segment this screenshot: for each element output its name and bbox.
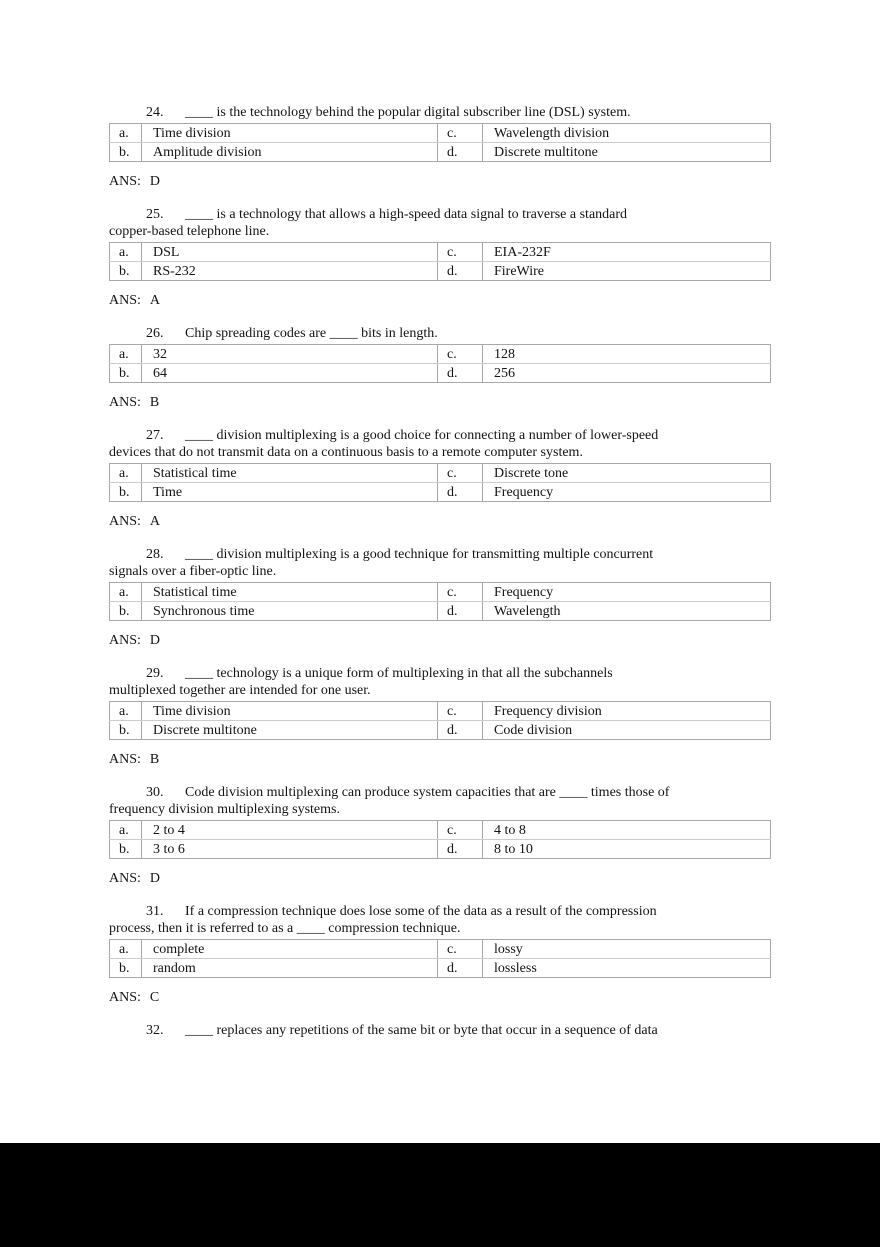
option-letter-a: a.	[110, 702, 142, 721]
question-text	[109, 1022, 771, 1039]
option-letter-b: b.	[110, 721, 142, 740]
answer-label: ANS:	[109, 871, 141, 886]
option-letter-c: c.	[438, 702, 483, 721]
option-letter-b: b.	[110, 262, 142, 281]
answer-label: ANS:	[109, 752, 141, 767]
option-letter-c: c.	[438, 940, 483, 959]
options-table	[109, 701, 771, 740]
option-text-a: Statistical time	[142, 583, 438, 602]
question-block	[109, 104, 771, 190]
question-block	[109, 546, 771, 649]
options-table	[109, 123, 771, 162]
option-text-c: Frequency	[483, 583, 771, 602]
option-letter-b: b.	[110, 602, 142, 621]
option-text-c: Frequency division	[483, 702, 771, 721]
options-row	[110, 821, 771, 840]
option-letter-a: a.	[110, 345, 142, 364]
option-letter-b: b.	[110, 959, 142, 978]
question-text	[109, 546, 771, 580]
question-number: 30.	[146, 785, 164, 800]
answer-value: A	[149, 514, 161, 529]
question-number: 32.	[146, 1023, 164, 1038]
option-letter-c: c.	[438, 345, 483, 364]
option-letter-d: d.	[438, 483, 483, 502]
answer-label: ANS:	[109, 395, 141, 410]
options-row	[110, 262, 771, 281]
option-letter-d: d.	[438, 364, 483, 383]
option-text-d: Discrete multitone	[483, 143, 771, 162]
question-number: 27.	[146, 428, 164, 443]
answer-line	[109, 751, 771, 768]
option-text-d: 256	[483, 364, 771, 383]
option-text-d: Frequency	[483, 483, 771, 502]
option-letter-b: b.	[110, 143, 142, 162]
question-number: 28.	[146, 547, 164, 562]
questions-container	[109, 104, 771, 1039]
question-number: 25.	[146, 207, 164, 222]
answer-label: ANS:	[109, 293, 141, 308]
option-text-a: complete	[142, 940, 438, 959]
question-body: ____ replaces any repetitions of the same bit or byte that occur in a sequence of data	[185, 1023, 658, 1038]
answer-label: ANS:	[109, 514, 141, 529]
answer-value: A	[149, 293, 161, 308]
option-text-b: 3 to 6	[142, 840, 438, 859]
option-letter-c: c.	[438, 583, 483, 602]
option-text-b: Synchronous time	[142, 602, 438, 621]
question-text	[109, 903, 771, 937]
question-text	[109, 784, 771, 818]
option-text-d: lossless	[483, 959, 771, 978]
option-letter-b: b.	[110, 840, 142, 859]
answer-value: D	[149, 174, 161, 189]
question-block	[109, 665, 771, 768]
option-text-b: Discrete multitone	[142, 721, 438, 740]
option-text-c: EIA-232F	[483, 243, 771, 262]
answer-label: ANS:	[109, 174, 141, 189]
option-text-c: Wavelength division	[483, 124, 771, 143]
options-row	[110, 364, 771, 383]
question-number: 29.	[146, 666, 164, 681]
answer-value: B	[149, 752, 160, 767]
question-number: 24.	[146, 105, 164, 120]
option-letter-d: d.	[438, 959, 483, 978]
question-text	[109, 325, 771, 342]
answer-line	[109, 173, 771, 190]
question-number: 31.	[146, 904, 164, 919]
option-letter-a: a.	[110, 821, 142, 840]
options-row	[110, 143, 771, 162]
answer-line	[109, 989, 771, 1006]
question-body: If a compression technique does lose some of the data as a result of the compression process, then it is referred to as a ____ compression technique.	[109, 904, 657, 936]
question-text	[109, 427, 771, 461]
option-text-a: 32	[142, 345, 438, 364]
option-text-d: FireWire	[483, 262, 771, 281]
option-letter-d: d.	[438, 602, 483, 621]
answer-line	[109, 394, 771, 411]
question-text	[109, 665, 771, 699]
option-text-d: 8 to 10	[483, 840, 771, 859]
question-block	[109, 784, 771, 887]
options-row	[110, 243, 771, 262]
option-text-c: 128	[483, 345, 771, 364]
options-row	[110, 602, 771, 621]
option-text-d: Wavelength	[483, 602, 771, 621]
option-text-c: Discrete tone	[483, 464, 771, 483]
option-text-b: RS-232	[142, 262, 438, 281]
option-letter-a: a.	[110, 243, 142, 262]
option-letter-d: d.	[438, 721, 483, 740]
question-block	[109, 427, 771, 530]
options-row	[110, 483, 771, 502]
question-text	[109, 206, 771, 240]
options-row	[110, 840, 771, 859]
option-letter-b: b.	[110, 483, 142, 502]
options-row	[110, 345, 771, 364]
options-table	[109, 463, 771, 502]
question-body: Chip spreading codes are ____ bits in length.	[185, 326, 438, 341]
question-body: ____ technology is a unique form of multiplexing in that all the subchannels multiplexed together are intended for one user.	[109, 666, 613, 698]
question-body: ____ is a technology that allows a high-speed data signal to traverse a standard copper-based telephone line.	[109, 207, 628, 239]
options-table	[109, 582, 771, 621]
option-text-b: Amplitude division	[142, 143, 438, 162]
option-text-c: 4 to 8	[483, 821, 771, 840]
option-text-a: Time division	[142, 124, 438, 143]
option-letter-a: a.	[110, 464, 142, 483]
options-row	[110, 721, 771, 740]
answer-value: B	[149, 395, 160, 410]
options-row	[110, 124, 771, 143]
answer-line	[109, 632, 771, 649]
question-text	[109, 104, 771, 121]
option-letter-c: c.	[438, 124, 483, 143]
option-letter-a: a.	[110, 583, 142, 602]
options-table	[109, 242, 771, 281]
answer-line	[109, 513, 771, 530]
answer-value: D	[149, 871, 161, 886]
question-block	[109, 903, 771, 1006]
answer-value: D	[149, 633, 161, 648]
option-text-d: Code division	[483, 721, 771, 740]
option-text-b: Time	[142, 483, 438, 502]
option-letter-c: c.	[438, 243, 483, 262]
options-row	[110, 464, 771, 483]
option-letter-a: a.	[110, 940, 142, 959]
question-body: ____ division multiplexing is a good choice for connecting a number of lower-speed devices that do not transmit data on a continuous basis to a remote computer system.	[109, 428, 659, 460]
option-text-b: 64	[142, 364, 438, 383]
options-row	[110, 583, 771, 602]
option-letter-d: d.	[438, 840, 483, 859]
viewer-background	[0, 1143, 880, 1247]
question-number: 26.	[146, 326, 164, 341]
answer-value: C	[149, 990, 160, 1005]
option-text-a: Time division	[142, 702, 438, 721]
option-text-b: random	[142, 959, 438, 978]
option-letter-a: a.	[110, 124, 142, 143]
options-row	[110, 959, 771, 978]
options-row	[110, 702, 771, 721]
answer-label: ANS:	[109, 990, 141, 1005]
option-text-a: 2 to 4	[142, 821, 438, 840]
option-letter-c: c.	[438, 464, 483, 483]
option-letter-b: b.	[110, 364, 142, 383]
options-table	[109, 344, 771, 383]
option-text-c: lossy	[483, 940, 771, 959]
question-block	[109, 1022, 771, 1039]
answer-line	[109, 870, 771, 887]
option-text-a: DSL	[142, 243, 438, 262]
answer-label: ANS:	[109, 633, 141, 648]
option-letter-c: c.	[438, 821, 483, 840]
question-block	[109, 325, 771, 411]
question-body: ____ is the technology behind the popular digital subscriber line (DSL) system.	[185, 105, 631, 120]
option-letter-d: d.	[438, 262, 483, 281]
question-block	[109, 206, 771, 309]
answer-line	[109, 292, 771, 309]
option-letter-d: d.	[438, 143, 483, 162]
option-text-a: Statistical time	[142, 464, 438, 483]
options-row	[110, 940, 771, 959]
options-table	[109, 820, 771, 859]
question-body: Code division multiplexing can produce system capacities that are ____ times those of frequency division multiplexing systems.	[109, 785, 670, 817]
question-body: ____ division multiplexing is a good technique for transmitting multiple concurrent signals over a fiber-optic line.	[109, 547, 654, 579]
options-table	[109, 939, 771, 978]
